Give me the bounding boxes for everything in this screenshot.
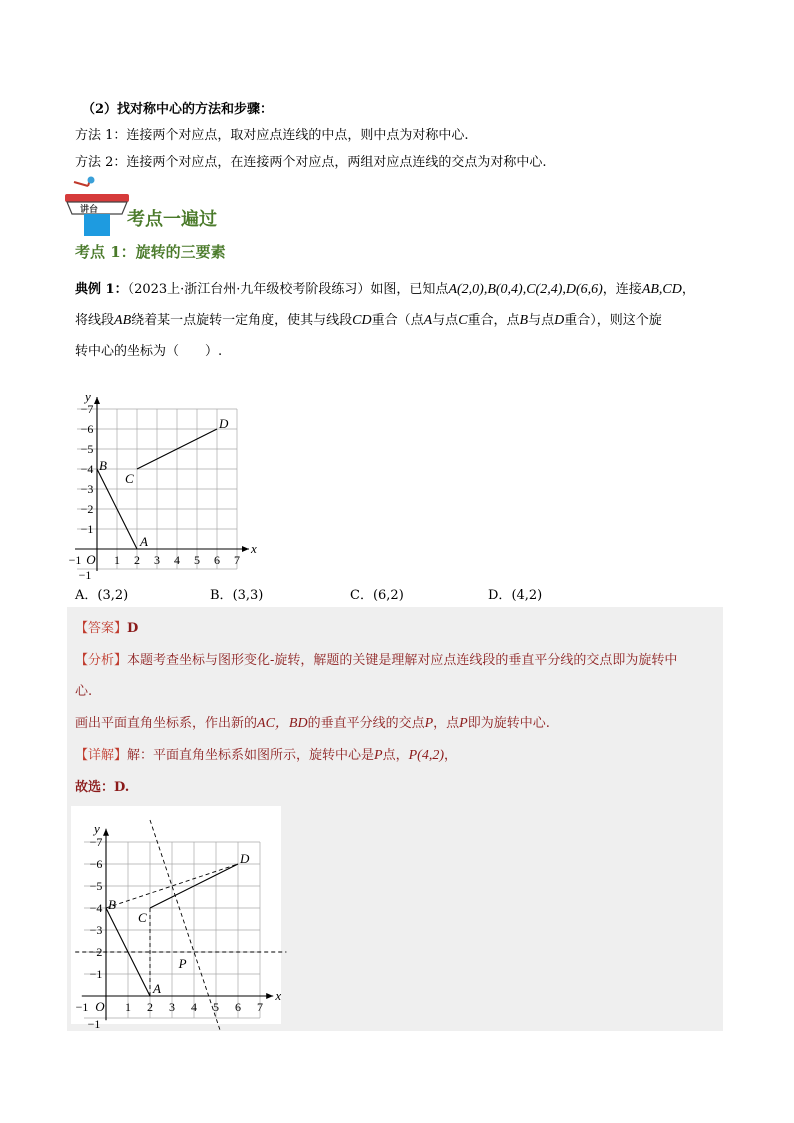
example-text: 将线段 bbox=[75, 313, 115, 328]
y-tick-label: −4 bbox=[80, 462, 94, 476]
podium-badge: 讲台 bbox=[80, 205, 99, 215]
choice-value: (3,3) bbox=[232, 588, 264, 603]
point-b: B bbox=[519, 313, 529, 328]
y-tick-label: −1 bbox=[89, 967, 103, 981]
segment-cd: CD bbox=[352, 313, 372, 328]
choice-a[interactable] bbox=[75, 584, 128, 603]
example-line-1 bbox=[75, 278, 695, 298]
y-tick-label: −1 bbox=[80, 522, 94, 536]
point-p: P bbox=[424, 716, 434, 731]
steps-heading: （2）找对称中心的方法和步骤： bbox=[82, 102, 274, 117]
point-a: A bbox=[423, 313, 433, 328]
point-b-label: B bbox=[99, 458, 107, 473]
y-axis-label: y bbox=[94, 821, 100, 837]
segment-ab: AB bbox=[114, 313, 132, 328]
choice-d[interactable] bbox=[488, 584, 542, 603]
origin-label: O bbox=[95, 999, 105, 1014]
point-p: P bbox=[459, 716, 468, 731]
y-tick-label: −7 bbox=[89, 835, 103, 849]
draw-text: ，点 bbox=[433, 716, 460, 731]
example-text: 绕着某一点旋转一定角度，使其与线段 bbox=[131, 313, 353, 328]
coordinate-graph bbox=[66, 372, 266, 582]
bisector-bd bbox=[150, 820, 220, 1031]
point-c-label: C bbox=[138, 910, 147, 925]
point-c-label: C bbox=[125, 471, 134, 486]
detail-text: ， bbox=[444, 748, 458, 763]
choice-b[interactable] bbox=[210, 584, 263, 603]
answer-line bbox=[75, 617, 138, 636]
example-points: A(2,0),B(0,4),C(2,4),D(6,6) bbox=[448, 282, 603, 297]
y-tick-label: −2 bbox=[80, 502, 94, 516]
solution-graph bbox=[71, 806, 282, 1031]
x-tick-label: 7 bbox=[257, 1000, 263, 1014]
choice-label: C． bbox=[350, 588, 373, 603]
x-axis-label: x bbox=[275, 988, 282, 1003]
choose-line: 故选：D. bbox=[75, 780, 130, 795]
x-tick-label: 1 bbox=[125, 1000, 131, 1014]
y-tick-label: −7 bbox=[80, 402, 94, 416]
x-tick-label: −1 bbox=[75, 1000, 89, 1014]
point-p: P bbox=[374, 748, 383, 763]
analysis-line-1 bbox=[75, 649, 677, 668]
section-subtitle: 考点 1：旋转的三要素 bbox=[75, 243, 226, 261]
choice-label: B． bbox=[210, 588, 233, 603]
x-tick-label: 4 bbox=[191, 1000, 197, 1014]
analysis-line-2: 心. bbox=[75, 684, 93, 699]
point-a-label: A bbox=[140, 534, 148, 549]
x-tick-label: 3 bbox=[154, 553, 160, 567]
x-axis-arrow bbox=[242, 546, 249, 552]
x-tick-label: 5 bbox=[213, 1000, 219, 1014]
point-a-label: A bbox=[153, 981, 161, 996]
draw-line bbox=[75, 712, 550, 732]
example-text: 与点 bbox=[528, 313, 555, 328]
x-tick-label: 6 bbox=[214, 553, 220, 567]
point-p-label: P bbox=[178, 956, 187, 971]
x-axis-arrow bbox=[266, 993, 273, 999]
answer-tag: 【答案】 bbox=[75, 621, 128, 636]
point-c: C bbox=[458, 313, 468, 328]
x-tick-label: 4 bbox=[174, 553, 180, 567]
y-tick-label: −5 bbox=[89, 879, 103, 893]
example-source: （2023上·浙江台州·九年级校考阶段练习）如图，已知点 bbox=[127, 282, 449, 297]
x-tick-label: −1 bbox=[68, 553, 82, 567]
y-tick-label: −3 bbox=[80, 482, 94, 496]
y-tick-label: −6 bbox=[89, 857, 103, 871]
y-tick-label: −5 bbox=[80, 442, 94, 456]
example-text: 重合），则这个旋 bbox=[564, 313, 662, 328]
x-tick-label: 2 bbox=[147, 1000, 153, 1014]
x-tick-label: 3 bbox=[169, 1000, 175, 1014]
y-axis-label: y bbox=[85, 389, 91, 404]
choice-value: (4,2) bbox=[511, 588, 543, 603]
answer-value: D bbox=[127, 621, 139, 636]
x-tick-label: 7 bbox=[234, 553, 240, 567]
draw-text: 即为旋转中心. bbox=[467, 716, 550, 731]
y-tick-label: −1 bbox=[87, 1017, 101, 1031]
x-tick-label: 5 bbox=[194, 553, 200, 567]
example-label: 典例 1： bbox=[75, 282, 128, 297]
y-axis-arrow bbox=[103, 829, 109, 836]
y-axis-arrow bbox=[94, 397, 100, 404]
x-tick-label: 1 bbox=[114, 553, 120, 567]
detail-text: 点， bbox=[382, 748, 409, 763]
point-d-label: D bbox=[240, 851, 250, 866]
example-line-2 bbox=[75, 309, 662, 329]
method-1: 方法 1：连接两个对应点，取对应点连线的中点，则中点为对称中心. bbox=[75, 128, 469, 143]
y-tick-label: −2 bbox=[89, 945, 103, 959]
y-tick-label: −1 bbox=[78, 568, 92, 582]
example-tail1: ，连接 bbox=[602, 282, 642, 297]
analysis-text: 本题考查坐标与图形变化-旋转，解题的关键是理解对应点连线段的垂直平分线的交点即为旋转中 bbox=[127, 653, 678, 668]
y-tick-label: −4 bbox=[89, 901, 103, 915]
choice-value: (6,2) bbox=[372, 588, 404, 603]
detail-coord: P(4,2) bbox=[408, 748, 444, 763]
point-d: D bbox=[554, 313, 565, 328]
example-text: 与点 bbox=[432, 313, 459, 328]
choice-label: D． bbox=[488, 588, 512, 603]
draw-text: 的垂直平分线的交点 bbox=[307, 716, 425, 731]
choice-label: A． bbox=[75, 588, 98, 603]
example-line-3: 转中心的坐标为（ ）. bbox=[75, 344, 223, 359]
example-text: 重合（点 bbox=[371, 313, 424, 328]
point-b-label: B bbox=[108, 897, 116, 912]
detail-text: 解：平面直角坐标系如图所示，旋转中心是 bbox=[127, 748, 375, 763]
example-segments: AB,CD bbox=[641, 282, 682, 297]
example-tail2: ， bbox=[681, 282, 695, 297]
example-text: 重合，点 bbox=[467, 313, 520, 328]
point-d-label: D bbox=[219, 416, 229, 431]
detail-line bbox=[75, 744, 457, 764]
origin-label: O bbox=[86, 552, 96, 567]
method-2: 方法 2：连接两个对应点，在连接两个对应点，两组对应点连线的交点为对称中心. bbox=[75, 155, 547, 170]
x-tick-label: 6 bbox=[235, 1000, 241, 1014]
draw-text: 画出平面直角坐标系，作出新的 bbox=[75, 716, 258, 731]
detail-tag: 【详解】 bbox=[75, 748, 128, 763]
y-tick-label: −6 bbox=[80, 422, 94, 436]
x-axis-label: x bbox=[251, 541, 257, 556]
section-title: 考点一遍过 bbox=[127, 209, 217, 230]
analysis-tag: 【分析】 bbox=[75, 653, 128, 668]
draw-segments: AC，BD bbox=[257, 716, 308, 731]
choice-value: (3,2) bbox=[97, 588, 129, 603]
y-tick-label: −3 bbox=[89, 923, 103, 937]
choice-c[interactable] bbox=[350, 584, 404, 603]
x-tick-label: 2 bbox=[134, 553, 140, 567]
